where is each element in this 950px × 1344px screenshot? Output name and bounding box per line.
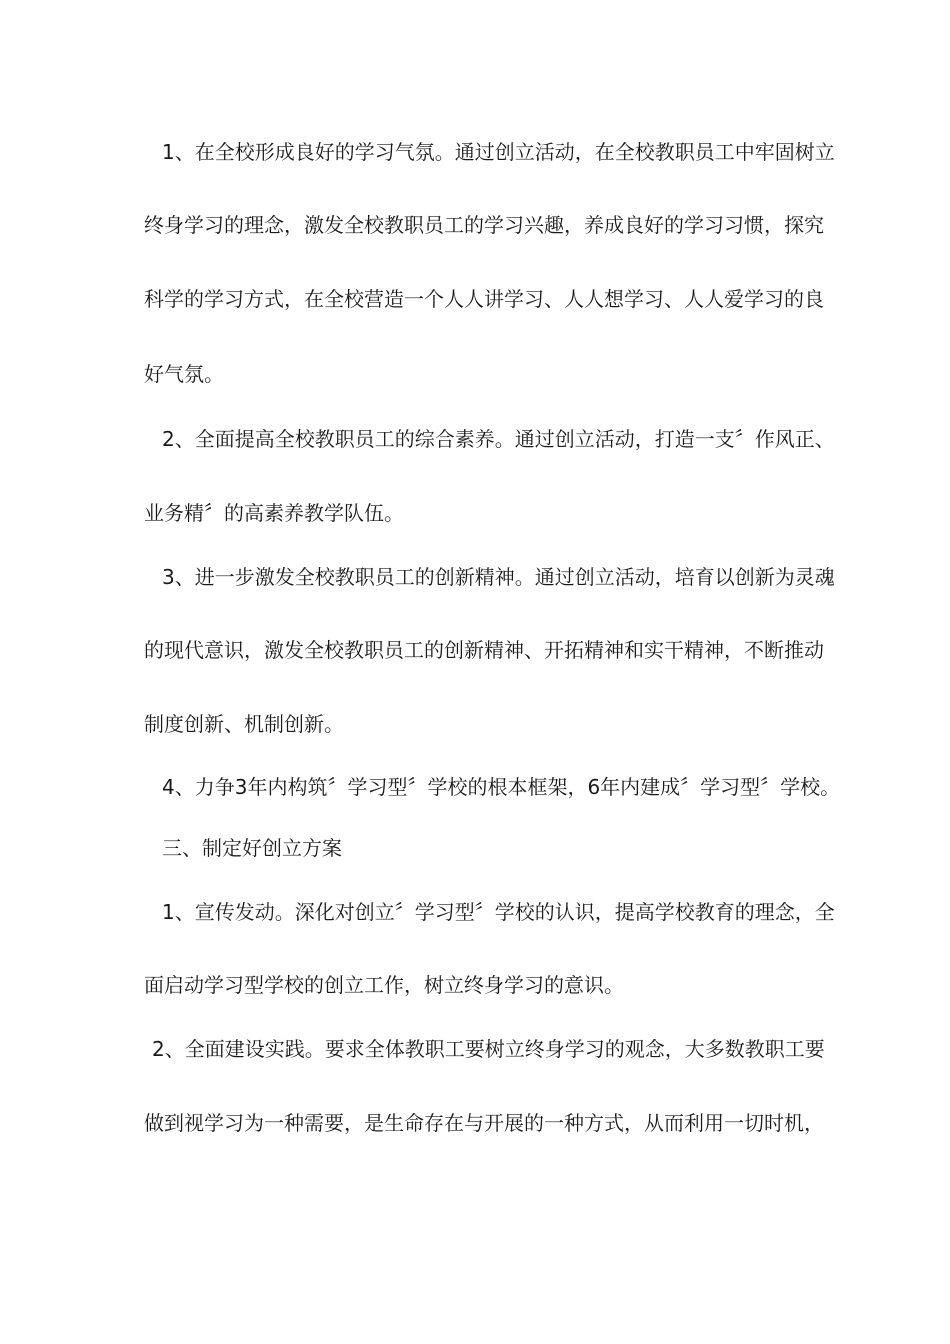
paragraph-6-line-2: 做到视学习为一种需要，是生命存在与开展的一种方式，从而利用一切时机， [144, 1111, 824, 1135]
paragraph-1-line-2: 终身学习的理念，激发全校教职员工的学习兴趣，养成良好的学习习惯，探究 [144, 213, 824, 237]
section-heading: 三、制定好创立方案 [162, 836, 342, 860]
paragraph-3-line-3: 制度创新、机制创新。 [144, 712, 344, 736]
paragraph-1-line-4: 好气氛。 [144, 362, 224, 386]
paragraph-6-line-1: 2、全面建设实践。要求全体教职工要树立终身学习的观念，大多数教职工要 [152, 1037, 825, 1061]
paragraph-2-line-1: 2、全面提高全校教职员工的综合素养。通过创立活动，打造一支〞作风正、 [162, 427, 835, 451]
paragraph-1-line-3: 科学的学习方式，在全校营造一个人人讲学习、人人想学习、人人爱学习的良 [144, 287, 824, 311]
paragraph-3-line-2: 的现代意识，激发全校教职员工的创新精神、开拓精神和实干精神，不断推动 [144, 638, 824, 662]
paragraph-5-line-2: 面启动学习型学校的创立工作，树立终身学习的意识。 [144, 973, 624, 997]
paragraph-3-line-1: 3、进一步激发全校教职员工的创新精神。通过创立活动，培育以创新为灵魂 [162, 565, 835, 589]
paragraph-1-line-1: 1、在全校形成良好的学习气氛。通过创立活动，在全校教职员工中牢固树立 [162, 140, 835, 164]
paragraph-4-line-1: 4、力争3年内构筑〞学习型〞学校的根本框架，6年内建成〞学习型〞学校。 [162, 775, 841, 799]
paragraph-5-line-1: 1、宣传发动。深化对创立〞学习型〞学校的认识，提高学校教育的理念，全 [162, 900, 835, 924]
paragraph-2-line-2: 业务精〞的高素养教学队伍。 [144, 501, 404, 525]
